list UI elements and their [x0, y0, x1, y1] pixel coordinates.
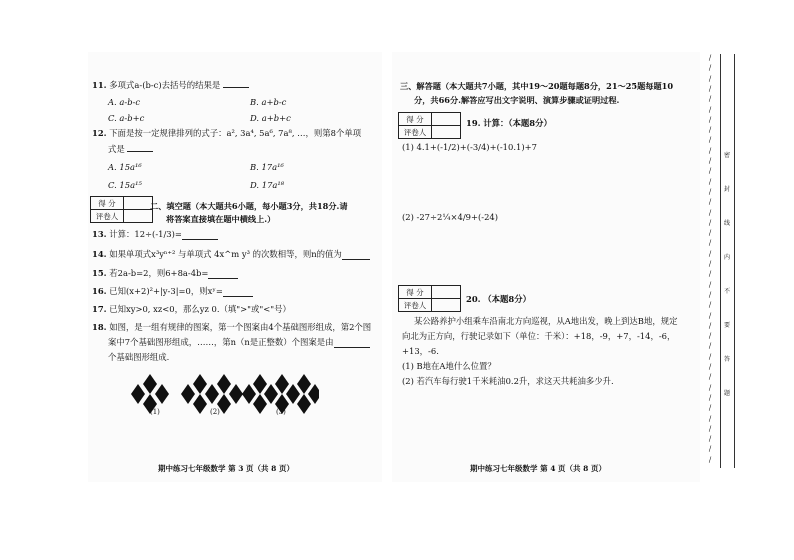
binding-line — [720, 54, 721, 468]
grader-cell[interactable] — [432, 299, 461, 312]
grader-label: 评卷人 — [399, 126, 432, 139]
binding-tick: / — [708, 435, 712, 444]
q18-line1: 18. 如图，是一组有规律的图案，第一个图案由4个基础图形组成，第2个图 — [92, 322, 372, 332]
q19-part2: (2) -27÷2¼×4/9+(-24) — [402, 212, 499, 222]
q15: 15. 若2a-b=2，则6+8a-4b= — [92, 268, 238, 279]
q11: 11. 多项式a-(b-c)去括号的结果是 — [92, 80, 249, 91]
binding-tick: / — [708, 301, 712, 310]
q19-part1: (1) 4.1+(-1/2)+(-3/4)+(-10.1)+7 — [402, 142, 537, 152]
binding-tick: / — [708, 373, 712, 382]
binding-tick: / — [708, 445, 712, 454]
score-label: 得 分 — [399, 113, 432, 126]
binding-tick: / — [708, 126, 712, 135]
binding-tick: / — [708, 95, 712, 104]
pattern3-diamond — [253, 394, 267, 414]
q20-line3: +13，-6. — [402, 346, 439, 356]
binding-tick: / — [708, 54, 712, 62]
score-label: 得 分 — [91, 197, 124, 210]
q12-option-a: A. 15a¹⁶ — [108, 162, 142, 172]
pattern2-diamond — [193, 394, 207, 414]
left-page-footer: 期中练习七年级数学 第 3 页（共 8 页） — [158, 464, 294, 473]
score-cell[interactable] — [432, 286, 461, 299]
pattern3-diamond — [242, 384, 256, 404]
binding-tick: / — [708, 260, 712, 268]
binding-tick: / — [708, 167, 712, 176]
q11-option-b: B. a+b-c — [250, 97, 287, 107]
pattern2-diamond — [217, 374, 231, 394]
q16: 16. 已知(x+2)²+|y-3|=0，则xʸ= — [92, 286, 253, 297]
q20-line2: 向北为正方向，行驶记录如下（单位：千米）：+18，-9，+7，-14，-6， — [402, 331, 676, 341]
score-box-q20 — [398, 285, 461, 312]
q12-line2: 式是 — [108, 144, 153, 155]
binding-tick: / — [708, 249, 712, 258]
binding-tick: / — [708, 311, 712, 320]
q18-line2: 案中7个基础图形组成，……，第n（n是正整数）个图案是由 — [108, 337, 370, 348]
score-box-q19 — [398, 112, 461, 139]
q18-line3: 个基础图形组成. — [108, 352, 170, 362]
binding-char: 封 — [723, 186, 730, 193]
pattern3-diamond — [297, 374, 311, 394]
q11-option-a: A. a-b-c — [108, 97, 141, 107]
binding-tick: / — [708, 424, 712, 433]
binding-strip — [704, 54, 738, 468]
binding-line — [734, 54, 735, 468]
binding-tick: / — [708, 105, 712, 114]
binding-tick: / — [708, 84, 712, 93]
pattern3-diamond — [264, 384, 278, 404]
score-label: 得 分 — [399, 286, 432, 299]
right-page-footer: 期中练习七年级数学 第 4 页（共 8 页） — [470, 464, 606, 473]
binding-tick: / — [708, 208, 712, 217]
pattern2-diamond — [193, 374, 207, 394]
binding-char: 内 — [723, 254, 730, 261]
grader-cell[interactable] — [124, 210, 153, 223]
binding-tick: / — [708, 332, 712, 341]
binding-tick: / — [708, 414, 712, 423]
pattern3-diamond — [253, 374, 267, 394]
q12-option-b: B. 17a¹⁶ — [250, 162, 284, 172]
grader-label: 评卷人 — [399, 299, 432, 312]
binding-char: 不 — [723, 288, 730, 295]
binding-char: 密 — [723, 152, 730, 159]
score-cell[interactable] — [124, 197, 153, 210]
q13: 13. 计算：12÷(-1/3)= — [92, 229, 218, 240]
pattern1-diamond — [131, 384, 145, 404]
figure-label-3: (3) — [276, 408, 286, 416]
figure-label-2: (2) — [210, 408, 220, 416]
binding-tick: / — [708, 157, 712, 165]
binding-tick: / — [708, 187, 712, 196]
q19-title: 19. 计算：（本题8分） — [466, 118, 552, 128]
binding-tick: / — [708, 177, 712, 186]
binding-tick: / — [708, 280, 712, 289]
section3-heading-line1: 三、解答题（本大题共7小题，其中19～20题每题8分，21～25题每题10 — [400, 81, 674, 91]
q17: 17. 已知xy>0, xz<0，那么yz 0.（填">"或"<"号） — [92, 304, 291, 314]
figure-label-1: (1) — [150, 408, 160, 416]
binding-char: 题 — [723, 390, 730, 397]
score-cell[interactable] — [432, 113, 461, 126]
q11-option-d: D. a+b+c — [250, 113, 291, 123]
pattern1-diamond — [155, 384, 169, 404]
binding-tick: / — [708, 239, 712, 248]
pattern2-diamond — [181, 384, 195, 404]
binding-tick: / — [708, 198, 712, 207]
binding-tick: / — [708, 352, 712, 361]
pattern1-diamond — [143, 374, 157, 394]
pattern3-diamond — [308, 384, 319, 404]
section2-heading-line1: 二、填空题（本大题共6小题，每小题3分，共18分.请 — [150, 201, 348, 211]
q20-title: 20. （本题8分） — [466, 294, 531, 304]
grader-cell[interactable] — [432, 126, 461, 139]
section3-heading-line2: 分，共66分.解答应写出文字说明、演算步骤或证明过程. — [414, 95, 620, 105]
q12-option-d: D. 17a¹⁸ — [250, 180, 285, 190]
pattern3-diamond — [297, 394, 311, 414]
binding-tick: / — [708, 393, 712, 402]
pattern3-diamond — [275, 374, 289, 394]
binding-char: 要 — [723, 322, 730, 329]
q12-line1: 12. 下面是按一定规律排列的式子：a², 3a⁴, 5a⁶, 7a⁸, …，则第8个单项 — [92, 128, 362, 138]
pattern2-diamond — [205, 384, 219, 404]
binding-tick: / — [708, 136, 712, 145]
score-box-section2 — [90, 196, 153, 223]
section2-heading-line2: 将答案直接填在题中横线上.） — [166, 214, 276, 224]
binding-tick: / — [708, 115, 712, 124]
binding-tick: / — [708, 321, 712, 330]
binding-tick: / — [708, 229, 712, 238]
binding-tick: / — [708, 64, 712, 73]
binding-tick: / — [708, 342, 712, 351]
binding-tick: / — [708, 363, 712, 371]
binding-tick: / — [708, 455, 712, 464]
q14: 14. 如果单项式x³yⁿ⁺² 与单项式 4x^m y³ 的次数相等，则n的值为 — [92, 249, 370, 260]
binding-char: 答 — [723, 356, 730, 363]
binding-tick: / — [708, 404, 712, 413]
pattern3-diamond — [286, 384, 300, 404]
binding-char: 线 — [723, 220, 730, 227]
q12-option-c: C. 15a¹⁵ — [108, 180, 142, 190]
q20-sub1: (1) B地在A地什么位置？ — [402, 361, 496, 371]
binding-tick: / — [708, 383, 712, 392]
binding-tick: / — [708, 146, 712, 155]
grader-label: 评卷人 — [91, 210, 124, 223]
q11-option-c: C. a-b+c — [108, 113, 145, 123]
binding-tick: / — [708, 290, 712, 299]
binding-tick: / — [708, 74, 712, 83]
q20-sub2: (2) 若汽车每行驶1千米耗油0.2升，求这天共耗油多少升. — [402, 376, 614, 386]
pattern2-diamond — [229, 384, 243, 404]
binding-tick: / — [708, 218, 712, 227]
binding-tick: / — [708, 270, 712, 279]
q20-line1: 某公路养护小组乘车沿南北方向巡视，从A地出发，晚上到达B地，规定 — [414, 316, 678, 326]
